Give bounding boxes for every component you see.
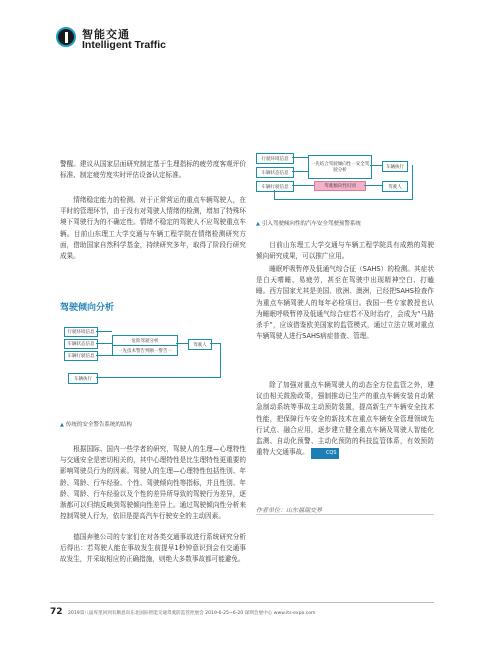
figure-box-environment: 行驶环境信息 [64,327,98,337]
figure-connector [274,199,413,200]
left-paragraph-1 [60,159,246,181]
author-affiliation: 作者单位：山东福瑞交界 [256,507,323,514]
figure-connector [176,343,188,344]
figure-connector [292,185,314,186]
paragraph-text: 除了加强对重点车辆驾驶人的动态全方位监管之外，建议由相关鼓励政策，强制推动已生产的重点车辆安装自动紧急制动系统等事故主动预防装置，提高新生产车辆安全技术性能，把保障行车安全的新技术在重点车辆安全管理领域先行试点、融合应用，逐步建立健全重点车辆及驾驶人智能化监测、自动化预警、主动化预防的科技监管体系，有效预防重特大交通事故。 [256,381,434,457]
figure-caption-right [256,219,361,227]
left-paragraph-3 [60,444,246,522]
paragraph-text: 睡眠呼吸暂停及低通气综合征（SAHS）的检测。其症状是白天嗜睡、易疲劳，甚至在驾驶中出现精神空白、打瞌睡。西方国家尤其是美国、欧洲、澳洲，已经把SAHS检查作为重点车辆驾驶人的每年必检项目。我国一些专家教授也认为睡眠呼吸暂停及低通气综合症若不及时治疗，会成为“马路杀手”，应该借鉴欧美国家的监管模式，通过立法立规对重点车辆驾驶人进行SAHS病症普查、管理。 [256,265,434,341]
figure-box-tendency-recognition: 驾驶倾向性识别 [314,181,366,191]
paragraph-text: 目前山东理工大学交通与车辆工程学院具有成熟的驾驶倾向研究成果，可以推广应用。 [256,241,434,261]
figure-box-driver: 驾驶人 [188,339,212,350]
section-title-cn: 智能交通 [82,28,130,41]
figure-box-vehicle-state: 车辆状态信息 [256,167,294,178]
right-paragraph-1 [256,240,434,262]
figure-caption-text: 引入驾驶倾向性的汽车安全驾驶预警系统 [261,221,361,227]
figure-caption-left [60,420,132,428]
figure-box-vehicle-state: 车辆状态信息 [64,339,98,349]
section-heading: 驾驶倾向分析 [60,303,115,313]
caption-triangle-icon: ▲ [60,422,64,428]
paragraph-text: 德国奔驰公司的专家们在对各类交通事故进行系统研究分析后得出：若驾驶人能在事故发生前提早1秒钟意识到会有交通事故发生，并采取相应的正确措施，则绝大多数事故都可能避免。 [60,533,246,564]
left-paragraph-2 [60,195,246,262]
figure-box-danger-analysis: 危险驾驶分析 [112,335,178,346]
figure-box-warning-judgement: 一先技术警告判断一警告一 [112,345,178,356]
figure-box-driver: 驾驶人 [382,181,408,192]
figure-connector [274,190,275,199]
right-paragraph-2 [256,264,434,342]
figure-connector [96,355,112,356]
footer-event-text: 2019第八届库里回到有顺意向东北国际智能交通驾驶防监管控展会 2019-6-25~6-20 深圳会展中心 www.its-expo.com [68,611,316,616]
figure-connector [220,343,221,378]
figure-box-vehicle-driving: 车辆行驶信息 [64,351,98,361]
magazine-logo-icon [56,27,76,47]
figure-box-environment: 行驶环境信息 [256,153,294,164]
figure-connector [96,343,112,344]
signature-divider [256,514,434,515]
figure-connector [210,343,220,344]
figure-traditional-warning-system [60,325,236,395]
figure-driving-warning-system [256,153,434,208]
figure-caption-text: 传统的安全警告系统的结构 [65,422,132,428]
figure-connector [292,157,308,158]
page-number: 72 [50,607,63,617]
figure-connector [96,377,221,378]
section-title-en: Intelligent Traffic [82,39,167,51]
paragraph-text: 情绪稳定能力的检测。对于正常营运的重点车辆驾驶人，在平时的管理环节，由于没有对驾驶人情绪的检测，增加了特殊环境下驾驶行为的不确定性。情绪不稳定的驾驶人不应驾驶重点车辆。目前山东理工大学交通与车辆工程学院在情绪检测研究方面，借助国家自然科学基金，持续研究多年，取得了阶段行研究成果。 [60,196,246,261]
figure-connector [364,185,382,186]
figure-box-analysis: 一先结合驾驶倾向性一安全驾驶分析 [308,155,372,179]
figure-box-vehicle-execution: 车辆执行 [68,373,98,384]
paragraph-text: 根据国际、国内一些学者的研究，驾驶人的生理—心理特性与交通安全是密切相关的，其中心理特性是比生理特性更重要的影响驾驶员行为的因素。驾驶人的生理—心理特性包括性别、年龄、驾龄、行车经验、个性、驾驶倾向性等指标，并且性别、年龄、驾龄、行车经验以及个性的差异所导致的驾驶行为差异，逐渐都可以归纳反映到驾驶倾向性差异上。通过驾驶倾向性分析来控制驾驶人行为，依旧是提高汽车行驶安全的主动因素。 [60,445,246,521]
figure-box-vehicle-execution: 车辆执行 [382,161,408,172]
left-paragraph-4 [60,532,246,566]
right-paragraph-3 [256,380,434,459]
caption-triangle-icon: ▲ [256,221,260,227]
figure-connector [412,165,413,199]
paragraph-text: 警醒。建议从国家层面研究制定基于生理指标的疲劳度客观评价标准、制定疲劳度实时评估设备认定标准。 [60,160,246,180]
footer-divider [50,602,434,603]
figure-connector [370,165,382,166]
figure-connector [96,331,112,332]
article-end-mark: CQS [311,448,339,459]
figure-connector [292,171,308,172]
figure-box-vehicle-driving: 车辆行驶信息 [256,181,294,192]
